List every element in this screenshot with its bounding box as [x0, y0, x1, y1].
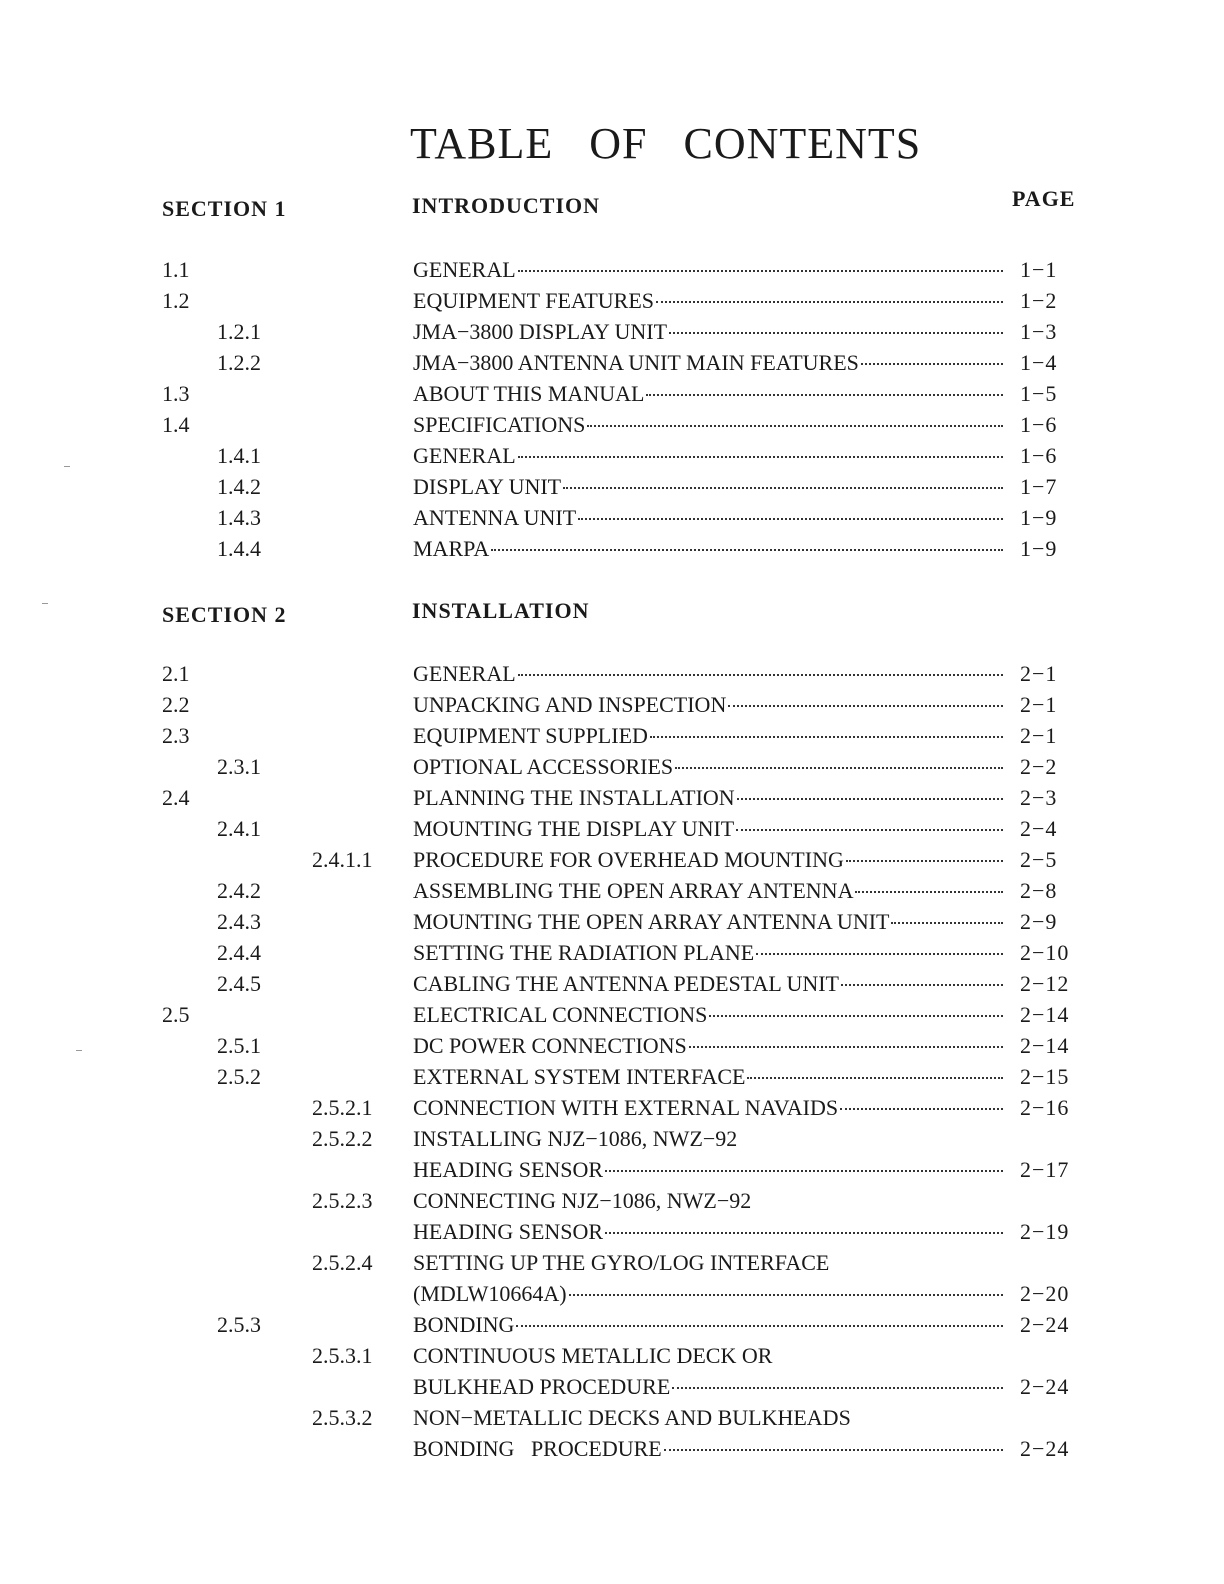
leader-dots — [861, 363, 1003, 365]
leader-dots — [747, 1077, 1003, 1079]
entry-title: HEADING SENSOR — [413, 1219, 1003, 1245]
entry-title: PROCEDURE FOR OVERHEAD MOUNTING — [413, 847, 1003, 873]
leader-dots — [587, 425, 1003, 427]
toc-entry[interactable] — [0, 505, 1224, 536]
entry-title: OPTIONAL ACCESSORIES — [413, 754, 1003, 780]
entry-title: ELECTRICAL CONNECTIONS — [413, 1002, 1003, 1028]
toc-entry[interactable] — [0, 1188, 1224, 1219]
scan-mark — [64, 466, 70, 467]
entry-page: 2−3 — [1020, 785, 1058, 810]
entry-page: 1−9 — [1020, 505, 1058, 530]
entry-number: 2.4.4 — [217, 940, 261, 965]
toc-entry[interactable] — [0, 1126, 1224, 1157]
leader-dots — [569, 1294, 1003, 1296]
entry-page: 2−8 — [1020, 878, 1058, 903]
toc-entry[interactable] — [0, 474, 1224, 505]
toc-entry[interactable] — [0, 754, 1224, 785]
entry-number: 2.5 — [162, 1002, 190, 1027]
entry-title: ASSEMBLING THE OPEN ARRAY ANTENNA — [413, 878, 1003, 904]
entry-title: GENERAL — [413, 443, 1003, 469]
entry-number: 2.5.2.3 — [312, 1188, 373, 1213]
toc-entry[interactable] — [0, 940, 1224, 971]
entry-title: SETTING UP THE GYRO/LOG INTERFACE — [413, 1250, 830, 1275]
entry-title: CONNECTION WITH EXTERNAL NAVAIDS — [413, 1095, 1003, 1121]
entry-number: 2.5.3 — [217, 1312, 261, 1337]
leader-dots — [736, 829, 1003, 831]
entry-title: BONDING PROCEDURE — [413, 1436, 1003, 1462]
toc-entry[interactable] — [0, 1002, 1224, 1033]
entry-number: 1.2.2 — [217, 350, 261, 375]
leader-dots — [605, 1170, 1003, 1172]
entry-number: 2.1 — [162, 661, 190, 686]
entry-number: 2.4.5 — [217, 971, 261, 996]
entry-page: 2−14 — [1020, 1002, 1070, 1027]
toc-entry[interactable] — [0, 443, 1224, 474]
entry-number: 2.2 — [162, 692, 190, 717]
entry-number: 1.4.1 — [217, 443, 261, 468]
entry-title: GENERAL — [413, 661, 1003, 687]
toc-entry[interactable] — [0, 381, 1224, 412]
entry-number: 2.4.1.1 — [312, 847, 373, 872]
toc-entry[interactable] — [0, 1064, 1224, 1095]
entry-number: 2.5.2 — [217, 1064, 261, 1089]
entry-page: 1−4 — [1020, 350, 1058, 375]
entry-number: 1.2.1 — [217, 319, 261, 344]
section-2-name: INSTALLATION — [412, 598, 590, 623]
entry-number: 2.5.2.2 — [312, 1126, 373, 1151]
toc-entry[interactable] — [0, 1343, 1224, 1374]
entry-page: 2−19 — [1020, 1219, 1070, 1244]
leader-dots — [518, 270, 1003, 272]
leader-dots — [840, 1108, 1003, 1110]
leader-dots — [756, 953, 1003, 955]
entry-page: 1−6 — [1020, 443, 1058, 468]
entry-number: 2.5.1 — [217, 1033, 261, 1058]
section-1-label: SECTION 1 — [162, 196, 287, 221]
toc-entry[interactable] — [0, 723, 1224, 754]
entry-page: 2−9 — [1020, 909, 1058, 934]
toc-entry[interactable] — [0, 1250, 1224, 1281]
leader-dots — [518, 674, 1003, 676]
entry-page: 1−5 — [1020, 381, 1058, 406]
leader-dots — [664, 1449, 1003, 1451]
entry-title: BONDING — [413, 1312, 1003, 1338]
toc-entry[interactable] — [0, 909, 1224, 940]
entry-number: 1.2 — [162, 288, 190, 313]
toc-entry[interactable] — [0, 692, 1224, 723]
entry-title: SETTING THE RADIATION PLANE — [413, 940, 1003, 966]
leader-dots — [737, 798, 1003, 800]
entry-page: 2−1 — [1020, 692, 1058, 717]
leader-dots — [728, 705, 1003, 707]
entry-page: 2−1 — [1020, 661, 1058, 686]
entry-title: JMA−3800 ANTENNA UNIT MAIN FEATURES — [413, 350, 1003, 376]
toc-entry[interactable] — [0, 1405, 1224, 1436]
entry-page: 2−24 — [1020, 1436, 1070, 1461]
entry-number: 2.5.2.1 — [312, 1095, 373, 1120]
toc-entry[interactable] — [0, 288, 1224, 319]
toc-entry[interactable] — [0, 536, 1224, 567]
entry-title: HEADING SENSOR — [413, 1157, 1003, 1183]
toc-entry[interactable] — [0, 816, 1224, 847]
toc-entry[interactable] — [0, 661, 1224, 692]
entry-title: EQUIPMENT SUPPLIED — [413, 723, 1003, 749]
entry-number: 1.3 — [162, 381, 190, 406]
toc-entry[interactable] — [0, 1436, 1224, 1467]
entry-title: UNPACKING AND INSPECTION — [413, 692, 1003, 718]
toc-entry[interactable] — [0, 1312, 1224, 1343]
entry-page: 2−12 — [1020, 971, 1070, 996]
toc-entry[interactable] — [0, 412, 1224, 443]
entry-page: 2−10 — [1020, 940, 1070, 965]
entry-title: DC POWER CONNECTIONS — [413, 1033, 1003, 1059]
toc-entry[interactable] — [0, 878, 1224, 909]
entry-page: 1−2 — [1020, 288, 1058, 313]
entry-title: ANTENNA UNIT — [413, 505, 1003, 531]
entry-title: INSTALLING NJZ−1086, NWZ−92 — [413, 1126, 738, 1151]
toc-entry[interactable] — [0, 319, 1224, 350]
toc-entry[interactable] — [0, 1157, 1224, 1188]
entry-number: 2.5.2.4 — [312, 1250, 373, 1275]
entry-title: CABLING THE ANTENNA PEDESTAL UNIT — [413, 971, 1003, 997]
entry-title: MOUNTING THE DISPLAY UNIT — [413, 816, 1003, 842]
entry-page: 2−1 — [1020, 723, 1058, 748]
entry-title: CONNECTING NJZ−1086, NWZ−92 — [413, 1188, 752, 1213]
leader-dots — [672, 1387, 1003, 1389]
entry-page: 1−9 — [1020, 536, 1058, 561]
entry-page: 2−4 — [1020, 816, 1058, 841]
entry-page: 2−5 — [1020, 847, 1058, 872]
section-2-label: SECTION 2 — [162, 602, 287, 627]
toc-entry[interactable] — [0, 785, 1224, 816]
entry-number: 2.3.1 — [217, 754, 261, 779]
entry-page: 2−2 — [1020, 754, 1058, 779]
entry-title: BULKHEAD PROCEDURE — [413, 1374, 1003, 1400]
entry-title: ABOUT THIS MANUAL — [413, 381, 1003, 407]
leader-dots — [689, 1046, 1003, 1048]
entry-title: SPECIFICATIONS — [413, 412, 1003, 438]
toc-entry[interactable] — [0, 1033, 1224, 1064]
entry-page: 2−15 — [1020, 1064, 1070, 1089]
entry-title: MOUNTING THE OPEN ARRAY ANTENNA UNIT — [413, 909, 1003, 935]
toc-entry[interactable] — [0, 1281, 1224, 1312]
page-column-header: PAGE — [1012, 186, 1076, 211]
scan-mark — [42, 603, 48, 604]
toc-entry[interactable] — [0, 257, 1224, 288]
entry-title: GENERAL — [413, 257, 1003, 283]
entry-page: 2−24 — [1020, 1374, 1070, 1399]
entry-number: 1.4.2 — [217, 474, 261, 499]
entry-number: 2.4.1 — [217, 816, 261, 841]
entry-page: 2−17 — [1020, 1157, 1070, 1182]
scan-mark — [76, 1050, 82, 1051]
leader-dots — [669, 332, 1003, 334]
entry-number: 2.4.3 — [217, 909, 261, 934]
toc-entry[interactable] — [0, 1095, 1224, 1126]
entry-title: PLANNING THE INSTALLATION — [413, 785, 1003, 811]
toc-entry[interactable] — [0, 971, 1224, 1002]
toc-entry[interactable] — [0, 847, 1224, 878]
entry-title: EXTERNAL SYSTEM INTERFACE — [413, 1064, 1003, 1090]
leader-dots — [656, 301, 1003, 303]
leader-dots — [491, 549, 1003, 551]
entry-title: CONTINUOUS METALLIC DECK OR — [413, 1343, 773, 1368]
entry-number: 1.4.4 — [217, 536, 261, 561]
toc-entry[interactable] — [0, 1374, 1224, 1405]
section-1-name: INTRODUCTION — [412, 193, 601, 218]
entry-title: DISPLAY UNIT — [413, 474, 1003, 500]
leader-dots — [855, 891, 1003, 893]
entry-page: 2−20 — [1020, 1281, 1070, 1306]
entry-page: 1−6 — [1020, 412, 1058, 437]
leader-dots — [650, 736, 1003, 738]
toc-entry[interactable] — [0, 350, 1224, 381]
entry-number: 1.4 — [162, 412, 190, 437]
entry-title: JMA−3800 DISPLAY UNIT — [413, 319, 1003, 345]
toc-entry[interactable] — [0, 1219, 1224, 1250]
entry-page: 1−1 — [1020, 257, 1058, 282]
entry-page: 2−16 — [1020, 1095, 1070, 1120]
leader-dots — [846, 860, 1003, 862]
entry-number: 2.4.2 — [217, 878, 261, 903]
entry-title: EQUIPMENT FEATURES — [413, 288, 1003, 314]
entry-title: NON−METALLIC DECKS AND BULKHEADS — [413, 1405, 851, 1430]
leader-dots — [891, 922, 1003, 924]
leader-dots — [563, 487, 1003, 489]
entry-number: 2.5.3.2 — [312, 1405, 373, 1430]
leader-dots — [841, 984, 1003, 986]
leader-dots — [675, 767, 1003, 769]
leader-dots — [578, 518, 1003, 520]
entry-title: (MDLW10664A) — [413, 1281, 1003, 1307]
leader-dots — [605, 1232, 1003, 1234]
entry-page: 2−14 — [1020, 1033, 1070, 1058]
entry-page: 2−24 — [1020, 1312, 1070, 1337]
entry-number: 2.4 — [162, 785, 190, 810]
entry-number: 1.4.3 — [217, 505, 261, 530]
entry-page: 1−7 — [1020, 474, 1058, 499]
leader-dots — [518, 456, 1003, 458]
leader-dots — [646, 394, 1003, 396]
entry-number: 2.3 — [162, 723, 190, 748]
entry-number: 1.1 — [162, 257, 190, 282]
leader-dots — [516, 1325, 1003, 1327]
page-title: TABLE OF CONTENTS — [410, 119, 922, 168]
leader-dots — [709, 1015, 1003, 1017]
entry-number: 2.5.3.1 — [312, 1343, 373, 1368]
entry-page: 1−3 — [1020, 319, 1058, 344]
entry-title: MARPA — [413, 536, 1003, 562]
